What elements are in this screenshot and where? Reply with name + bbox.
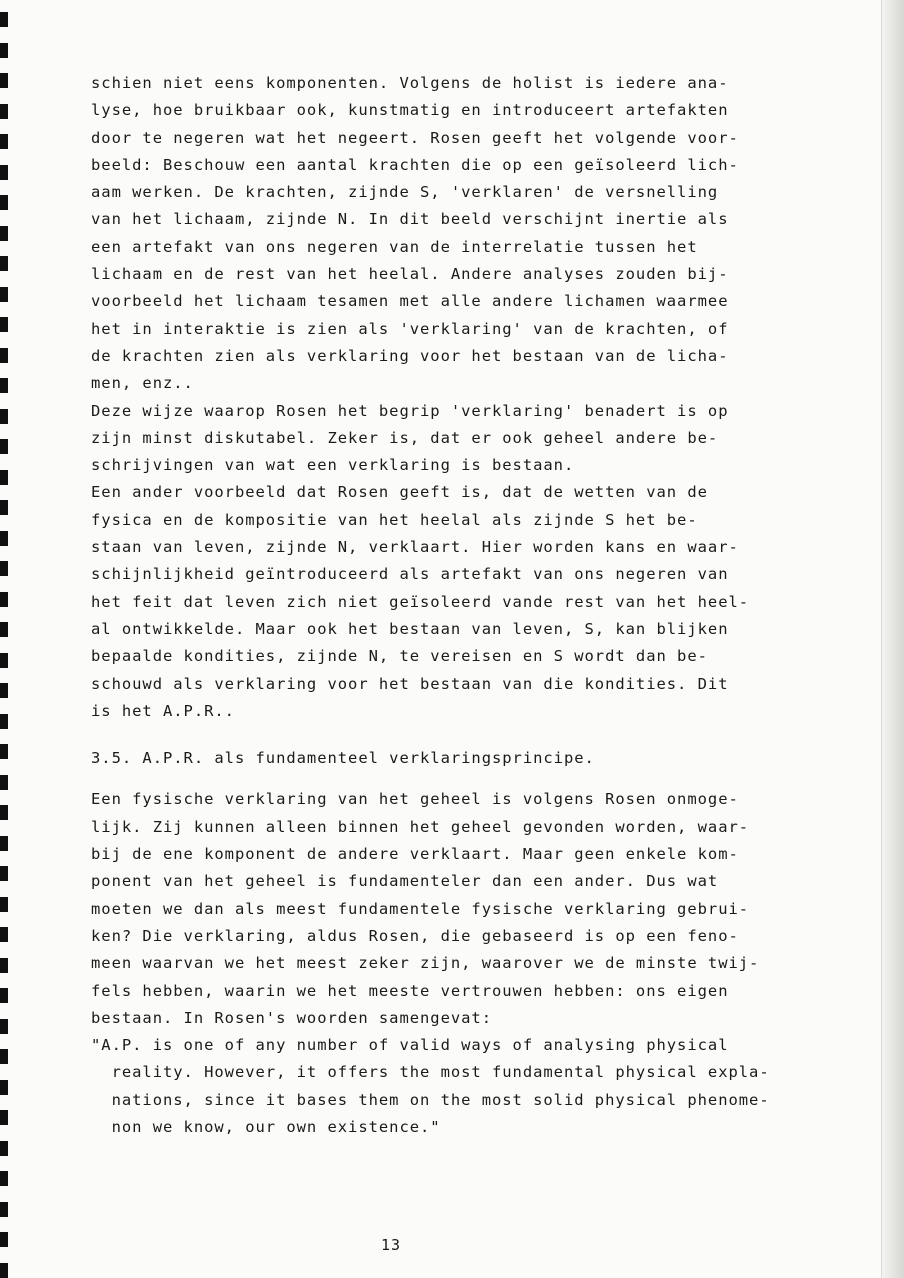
- text-line: fysica en de kompositie van het heelal als zijnde S het be-: [91, 510, 698, 529]
- text-line: bij de ene komponent de andere verklaart. Maar geen enkele kom-: [91, 845, 739, 864]
- binding-hole: [0, 653, 8, 668]
- page-edge-shadow: [881, 0, 904, 1278]
- binding-hole: [0, 378, 8, 393]
- binding-hole: [0, 500, 8, 515]
- binding-hole: [0, 1019, 8, 1034]
- page-number: 13: [381, 1236, 402, 1254]
- text-line: beeld: Beschouw een aantal krachten die op een geïsoleerd lich-: [91, 155, 739, 174]
- binding-hole: [0, 256, 8, 271]
- binding-hole: [0, 348, 8, 363]
- binding-hole: [0, 561, 8, 576]
- text-line: Een fysische verklaring van het geheel is volgens Rosen onmoge-: [91, 790, 739, 809]
- binding-hole: [0, 866, 8, 881]
- text-line: bestaan. In Rosen's woorden samengevat:: [91, 1008, 492, 1027]
- binding-hole: [0, 897, 8, 912]
- text-line: schijnlijkheid geïntroduceerd als artefakt van ons negeren van: [91, 565, 729, 584]
- binding-hole: [0, 1263, 8, 1278]
- binding-hole: [0, 1202, 8, 1217]
- binding-hole: [0, 1171, 8, 1186]
- binding-hole: [0, 439, 8, 454]
- text-line: ken? Die verklaring, aldus Rosen, die gebaseerd is op een feno-: [91, 926, 739, 945]
- binding-hole: [0, 409, 8, 424]
- text-line: bepaalde kondities, zijnde N, te vereisen en S wordt dan be-: [91, 647, 708, 666]
- binding-hole: [0, 1080, 8, 1095]
- text-line: "A.P. is one of any number of valid ways of analysing physical: [91, 1036, 729, 1055]
- binding-hole: [0, 1049, 8, 1064]
- binding-hole: [0, 531, 8, 546]
- section-heading: 3.5. A.P.R. als fundamenteel verklaringsprincipe.: [91, 749, 595, 768]
- binding-hole: [0, 714, 8, 729]
- binding-hole: [0, 43, 8, 58]
- text-line: fels hebben, waarin we het meeste vertrouwen hebben: ons eigen: [91, 981, 729, 1000]
- binding-hole: [0, 927, 8, 942]
- binding-hole: [0, 683, 8, 698]
- binding-hole: [0, 104, 8, 119]
- binding-hole: [0, 592, 8, 607]
- binding-hole: [0, 165, 8, 180]
- text-line: lichaam en de rest van het heelal. Andere analyses zouden bij-: [91, 265, 729, 284]
- text-line: is het A.P.R..: [91, 701, 235, 720]
- text-line: voorbeeld het lichaam tesamen met alle andere lichamen waarmee: [91, 292, 729, 311]
- text-line: men, enz..: [91, 374, 194, 393]
- text-line: meen waarvan we het meest zeker zijn, waarover we de minste twij-: [91, 954, 760, 973]
- text-line: zijn minst diskutabel. Zeker is, dat er ook geheel andere be-: [91, 428, 719, 447]
- text-line: Een ander voorbeeld dat Rosen geeft is, dat de wetten van de: [91, 483, 708, 502]
- text-line: Deze wijze waarop Rosen het begrip 'verklaring' benadert is op: [91, 401, 729, 420]
- text-line: schien niet eens komponenten. Volgens de holist is iedere ana-: [91, 74, 729, 92]
- paragraph-2: [91, 786, 831, 1141]
- binding-hole: [0, 226, 8, 241]
- binding-hole: [0, 1232, 8, 1247]
- text-line: de krachten zien als verklaring voor het bestaan van de licha-: [91, 346, 729, 365]
- text-line: schrijvingen van wat een verklaring is bestaan.: [91, 456, 575, 475]
- text-line: reality. However, it offers the most fundamental physical expla-: [91, 1063, 770, 1082]
- binding-hole: [0, 775, 8, 790]
- binding-hole: [0, 73, 8, 88]
- text-line: schouwd als verklaring voor het bestaan van die kondities. Dit: [91, 674, 729, 693]
- text-line: aam werken. De krachten, zijnde S, 'verklaren' de versnelling: [91, 183, 719, 202]
- binding-hole: [0, 470, 8, 485]
- binding-hole: [0, 317, 8, 332]
- text-line: non we know, our own existence.": [91, 1117, 441, 1136]
- text-line: het feit dat leven zich niet geïsoleerd vande rest van het heel-: [91, 592, 750, 611]
- binding-hole: [0, 988, 8, 1003]
- text-line: ponent van het geheel is fundamenteler dan een ander. Dus wat: [91, 872, 719, 891]
- text-line: van het lichaam, zijnde N. In dit beeld verschijnt inertie als: [91, 210, 729, 229]
- text-line: een artefakt van ons negeren van de interrelatie tussen het: [91, 237, 698, 256]
- text-line: staan van leven, zijnde N, verklaart. Hier worden kans en waar-: [91, 538, 739, 557]
- text-line: het in interaktie is zien als 'verklaring' van de krachten, of: [91, 319, 729, 338]
- binding-hole: [0, 958, 8, 973]
- text-line: al ontwikkelde. Maar ook het bestaan van leven, S, kan blijken: [91, 619, 729, 638]
- binding-hole: [0, 1141, 8, 1156]
- binding-hole: [0, 836, 8, 851]
- text-line: lyse, hoe bruikbaar ook, kunstmatig en introduceert artefakten: [91, 101, 729, 120]
- binding-hole: [0, 622, 8, 637]
- spiral-binding: [0, 0, 14, 1278]
- binding-hole: [0, 12, 8, 27]
- binding-hole: [0, 805, 8, 820]
- paragraph-1: [91, 70, 831, 725]
- binding-hole: [0, 744, 8, 759]
- text-line: lijk. Zij kunnen alleen binnen het geheel gevonden worden, waar-: [91, 817, 750, 836]
- document-page: [91, 70, 831, 1141]
- binding-hole: [0, 134, 8, 149]
- binding-hole: [0, 1110, 8, 1125]
- text-line: moeten we dan als meest fundamentele fysische verklaring gebrui-: [91, 899, 750, 918]
- binding-hole: [0, 287, 8, 302]
- text-line: nations, since it bases them on the most solid physical phenome-: [91, 1090, 770, 1109]
- binding-hole: [0, 195, 8, 210]
- text-line: door te negeren wat het negeert. Rosen geeft het volgende voor-: [91, 128, 739, 147]
